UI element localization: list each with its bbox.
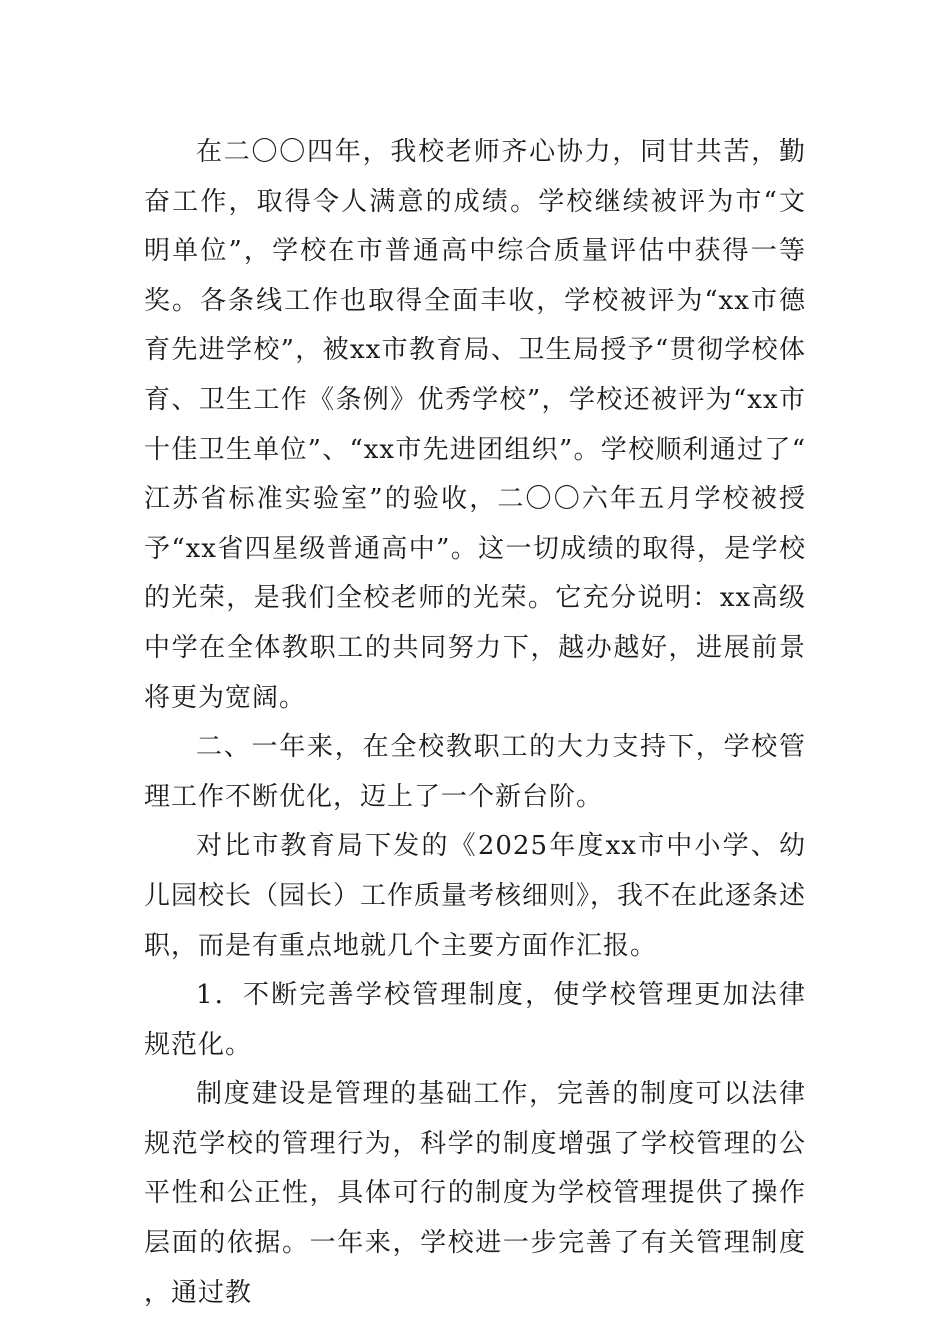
paragraph-assessment-rules: 对比市教育局下发的《2025年度xx市中小学、幼儿园校长（园长）工作质量考核细则》，我不在此逐条述职，而是有重点地就几个主要方面作汇报。 <box>144 831 807 961</box>
document-body <box>144 128 806 1318</box>
paragraph-achievements: 在二〇〇四年，我校老师齐心协力，同甘共苦，勤奋工作，取得令人满意的成绩。学校继续被评为市“文明单位”，学校在市普通高中综合质量评估中获得一等奖。各条线工作也取得全面丰收，学校被评为“xx市德育先进学校”，被xx市教育局、卫生局授予“贯彻学校体育、卫生工作《条例》优秀学校”，学校还被评为“xx市十佳卫生单位”、“xx市先进团组织”。学校顺利通过了“江苏省标准实验室”的验收，二〇〇六年五月学校被授予“xx省四星级普通高中”。这一切成绩的取得，是学校的光荣，是我们全校老师的光荣。它充分说明：xx高级中学在全体教职工的共同努力下，越办越好，进展前景将更为宽阔。 <box>144 137 806 713</box>
paragraph-system-building: 制度建设是管理的基础工作，完善的制度可以法律规范学校的管理行为，科学的制度增强了学校管理的公平性和公正性，具体可行的制度为学校管理提供了操作层面的依据。一年来，学校进一步完善了有关管理制度，通过教 <box>144 1079 806 1308</box>
paragraph-section-two-heading: 二、一年来，在全校教职工的大力支持下，学校管理工作不断优化，迈上了一个新台阶。 <box>144 732 806 812</box>
paragraph-item-one-heading: 1．不断完善学校管理制度，使学校管理更加法律规范化。 <box>144 980 806 1060</box>
